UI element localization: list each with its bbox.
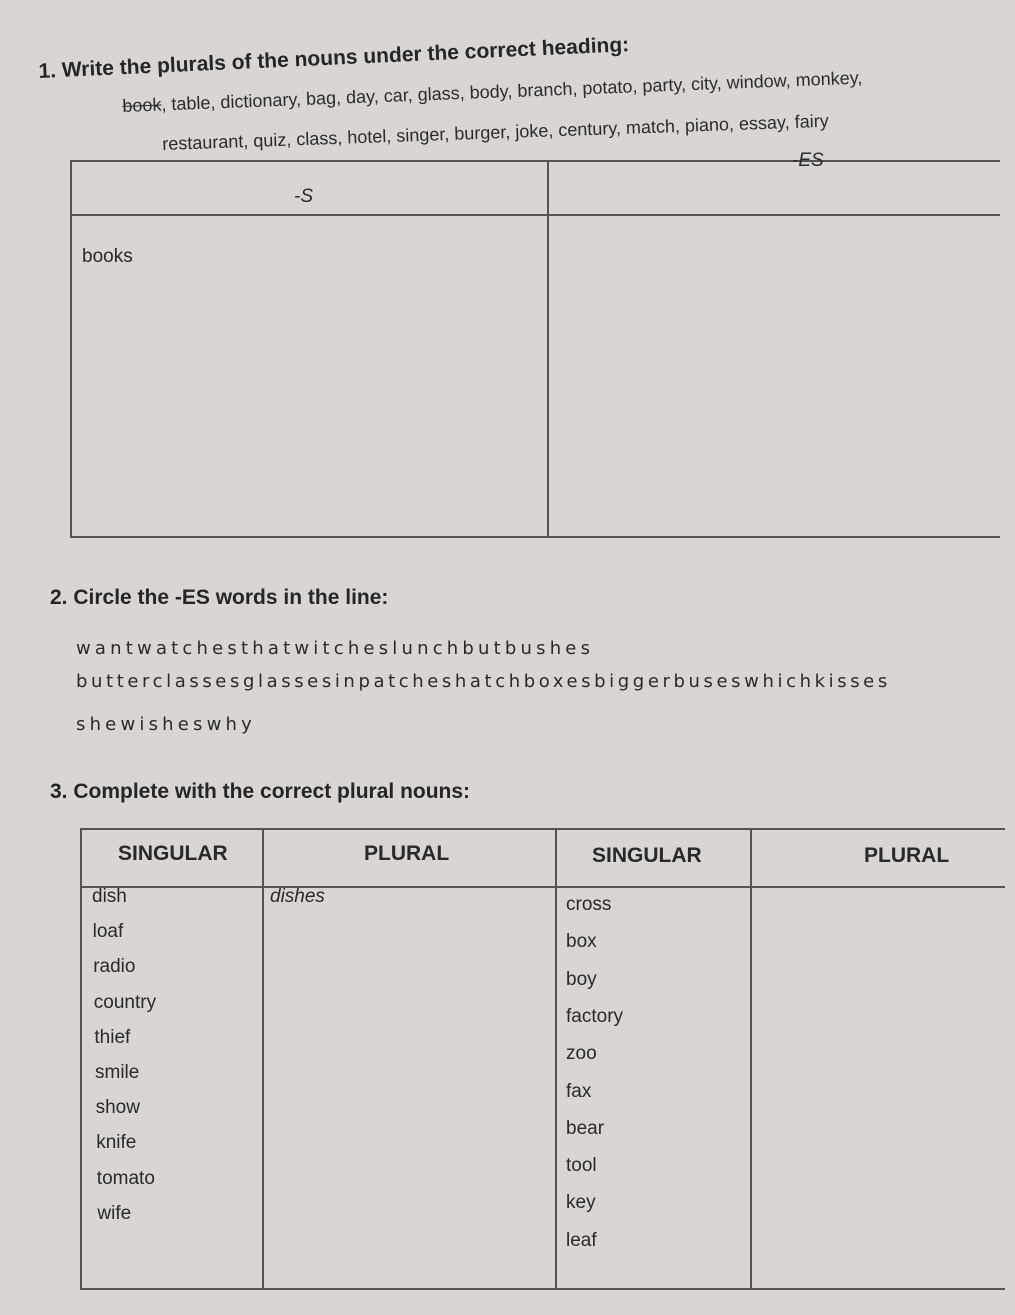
header-plural-1: PLURAL [364, 842, 450, 865]
singular-word: fax [566, 1080, 592, 1102]
singular-word: knife [96, 1132, 137, 1154]
singular-word: box [566, 931, 597, 953]
singular-word: wife [97, 1202, 132, 1224]
exercise-1-heading: 1. Write the plurals of the nouns under the correct heading: [38, 33, 630, 83]
singular-word: boy [566, 968, 597, 990]
exercise-3-table [80, 828, 1005, 1290]
singular-word: cross [566, 894, 612, 915]
letter-line-2: butterclassesglassesinpatcheshatchboxesbiggerbuseswhichkisses [76, 671, 891, 692]
singular-word: key [566, 1192, 596, 1214]
header-singular-1: SINGULAR [118, 842, 228, 865]
singular-word: show [95, 1097, 140, 1119]
singular-word: leaf [566, 1229, 597, 1251]
struck-example-word: book [122, 94, 162, 116]
example-answer: books [82, 246, 133, 267]
singular-word: thief [94, 1026, 131, 1048]
singular-word: factory [566, 1005, 624, 1027]
singular-word: zoo [566, 1043, 597, 1065]
word-list-line-2: restaurant, quiz, class, hotel, singer, burger, joke, century, match, piano, essay, fairy [162, 110, 829, 154]
singular-word: tool [566, 1155, 597, 1177]
column-header-es: -ES [792, 150, 824, 171]
example-plural: dishes [270, 886, 325, 907]
exercise-3-heading: 3. Complete with the correct plural nouns: [50, 780, 471, 803]
singular-word: smile [95, 1062, 140, 1083]
header-plural-2: PLURAL [864, 844, 950, 867]
singular-word: radio [93, 956, 136, 978]
word-list-text: table, dictionary, bag, day, car, glass, body, branch, potato, party, city, window, monkey, [171, 67, 863, 115]
singular-word: bear [566, 1117, 605, 1139]
singular-word: loaf [92, 921, 124, 943]
word-list-line-1: book, table, dictionary, bag, day, car, glass, body, branch, potato, party, city, window, monkey, [122, 67, 863, 116]
singular-word: dish [92, 886, 127, 907]
singular-word: tomato [96, 1167, 155, 1189]
letter-line-1: wantwatchesthatwitcheslunchbutbushes [76, 638, 595, 659]
exercise-1-table [70, 150, 1000, 538]
letter-line-3: shewisheswhy [76, 714, 257, 735]
exercise-2-heading: 2. Circle the -ES words in the line: [50, 586, 389, 609]
header-singular-2: SINGULAR [592, 844, 702, 867]
column-header-s: -S [294, 186, 313, 207]
singular-word: country [93, 991, 157, 1013]
